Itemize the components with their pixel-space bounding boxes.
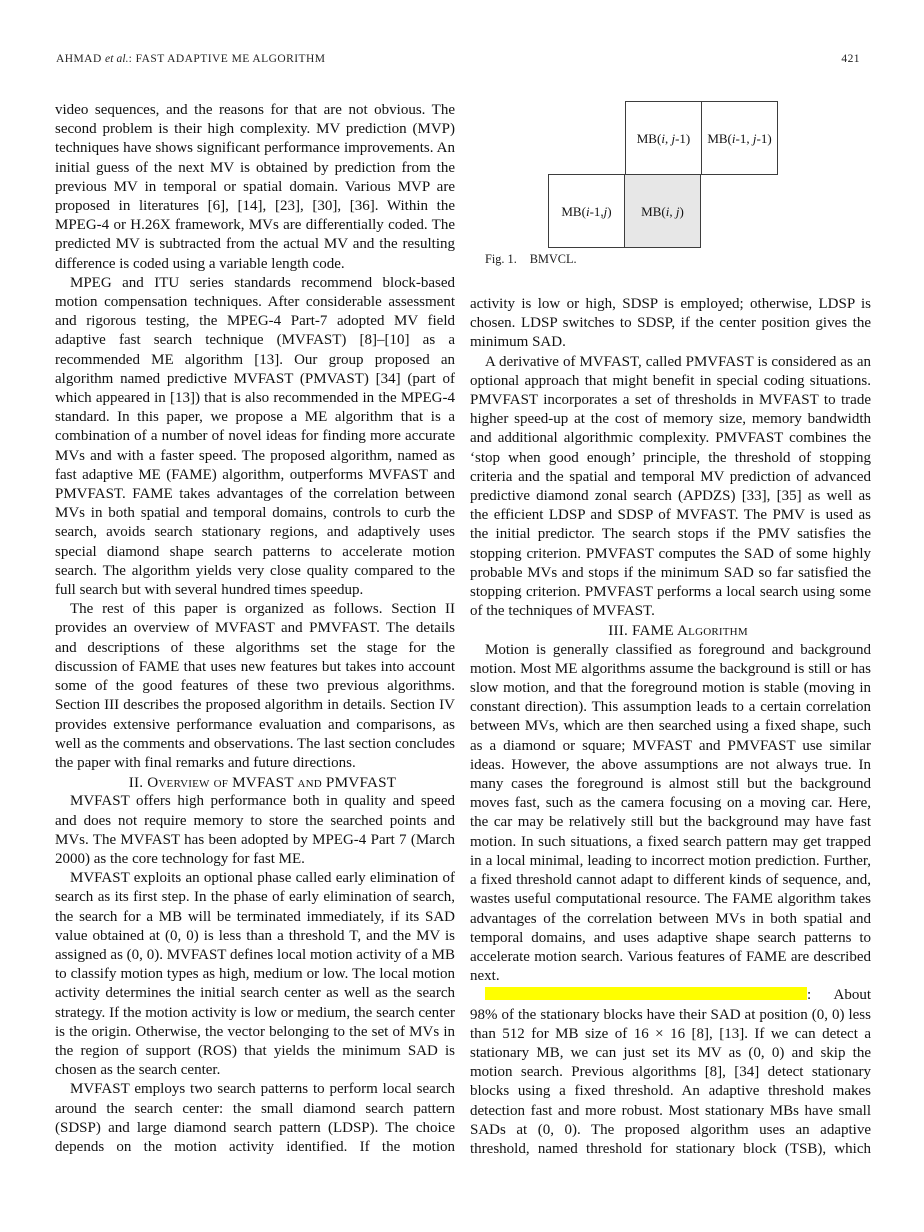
figure-bmvcl [470, 101, 871, 250]
page-number: 421 [841, 53, 860, 65]
figure-caption [470, 250, 871, 295]
paragraph: activity is low or high, SDSP is employed; otherwise, LDSP is chosen. LDSP switches to SDSP, if the center position gives the minimum SAD. [470, 296, 871, 351]
paragraph: MVFAST exploits an optional phase called early elimination of search as its first step. In the phase of early elimination of search, the search for a MB will be terminated immediately, if its SAD value obtained at (0, 0) is less than a threshold T, and the MV is assigned as (0, 0). MVFAST defines local motion activity of a MB to classify motion types as high, medium or low. The local motion activity determines the initial search center as well as the search strategy. If the motion activity is low or medium, the search center is the origin. Otherwise, the vector belonging to the set of MVs in the region of support (ROS) that yields the minimum SAD is chosen as the search center. [55, 870, 455, 1079]
mb-cell-top-right-neighbor: MB(i-1, j-1) [701, 101, 778, 175]
running-header [56, 53, 860, 65]
paragraph-text: : About 98% of the stationary blocks have their SAD at position (0, 0) less than 512 for MB size of 16 × 16 [8], [13]. If we can detect a stationary MB, we can just set its MV as (0, 0) and skip the motion search. Previous algorithms [8], [34] detect stationary blocks using a fixed threshold. An adaptive threshold makes detection fast and more robust. Most stationary MBs have small SADs at (0, 0). The proposed algorithm uses an adaptive threshold, named threshold for stationary block (TSB), which [470, 987, 871, 1157]
header-etal: et al. [105, 53, 129, 65]
mb-cell-current-shaded: MB(i, j) [624, 174, 701, 248]
paragraph: A derivative of MVFAST, called PMVFAST is considered as an optional approach that might benefit in special coding situations. PMVFAST incorporates a set of thresholds in MVFAST to trade higher speed-up at the cost of memory size, memory bandwidth and additional algorithmic complexity. PMVFAST combines the ‘stop when good enough’ principle, the threshold of stopping criteria and the spatial and temporal MV prediction of advanced predictive diamond zonal search (APDZS) [33], [35] as well as the efficient LDSP and SDSP of MVFAST. The PMV is used as the initial predictor. The search stops if the PMV satisfies the stopping criterion. PMVFAST computes the SAD of some highly probable MVs and stops if the minimum SAD so far satisfied the stopping criterion. PMVFAST performs a local search using some of the techniques of MVFAST. [470, 353, 871, 620]
mb-cell-top-current-column: MB(i, j-1) [625, 101, 702, 175]
paragraph: MVFAST employs two search patterns to perform local search around the search center: the small diamond search pattern (SDSP) and large diamond search pattern (LDSP). The choice depends on the motion activity identified. If the motion [55, 1081, 455, 1155]
section-heading-3: III. FAME Algorithm [608, 622, 748, 640]
column-left [55, 101, 455, 1193]
paragraph: MVFAST offers high performance both in quality and speed and does not require memory to store the searched points and MVs. The MVFAST has been adopted by MPEG-4 Part 7 (March 2000) as the core technology for fast ME. [55, 793, 455, 867]
column-right [470, 101, 871, 1193]
paragraph: Motion is generally classified as foreground and background motion. Most ME algorithms assume the background is still or has slow motion, and that the foreground motion is stable (moving in constant direction). This assumption leads to a certain correlation between MVs, which are then searched using a fixed shape, such as a diamond or square; MVFAST and PMVFAST use similar ideas. However, the above assumptions are not always true. In many cases the foreground is almost still but the background moves fast, such as the camera focusing on a moving car. Here, the car may be relatively still but the background may have fast motion. In such situations, a fixed search pattern may get trapped in a local minimal, leading to incorrect motion prediction. Further, a fixed threshold cannot adapt to different kinds of sequence, and, wastes useful computational resource. The FAME algorithm takes advantages of the correlation between MVs in both spatial and temporal domains, and uses adaptive shape search patterns to accelerate motion search. Various features of FAME are described next. [470, 641, 871, 985]
paragraph [470, 986, 871, 1159]
section-heading-2: II. Overview of MVFAST and PMVFAST [128, 774, 397, 792]
figure-caption-text: BMVCL. [529, 252, 577, 266]
figure-caption-label: Fig. 1. [485, 252, 517, 266]
paragraph: video sequences, and the reasons for that are not obvious. The second problem is their high complexity. MV prediction (MVP) techniques have shows significant performance improvements. An initial guess of the next MV is obtained by prediction from the previous MV in temporal or spatial domain. Various MVP are proposed in literatures [6], [14], [23], [30], [36]. Within the MPEG-4 or H.26X framework, MVs are differentially coded. The predicted MV is subtracted from the actual MV and the resulting difference is coded using a variable length code. [55, 102, 455, 272]
paragraph: MPEG and ITU series standards recommend block-based motion compensation techniques. After considerable assessment and rigorous testing, the MPEG-4 Part-7 adopted MV field adaptive fast search technique (MVFAST) [8]–[10] as a recommended ME algorithm [13]. Our group proposed an algorithm named predictive MVFAST (PMVAST) [34] (part of which appeared in [13]) that is also recommended in the MPEG-4 standard. In this paper, we propose a ME algorithm that is a combination of a number of novel ideas for finding more accurate MVs and with a faster speed. The proposed algorithm, named as fast adaptive ME (FAME) algorithm, outperforms MVFAST and PMVFAST. FAME takes advantages of the correlation between MVs in both spatial and temporal domains, controls to curb the search, avoids search stationary regions, and adaptively uses special diamond shape search patterns to accelerate motion search. The algorithm yields very close quality compared to the full search but with several hundred times speedup. [55, 274, 455, 599]
header-title: AHMAD et al.: FAST ADAPTIVE ME ALGORITHM [56, 53, 326, 65]
mb-cell-left-neighbor: MB(i-1,j) [548, 174, 625, 248]
highlight-redaction [485, 987, 807, 1000]
paragraph: The rest of this paper is organized as follows. Section II provides an overview of MVFAST and PMVFAST. The details and descriptions of these algorithms set the stage for the discussion of FAME that uses new features but takes into account some of the good features of these two previous algorithms. Section III describes the proposed algorithm in details. Section IV provides extensive performance evaluation and comparisons, as well as the comments and observations. The last section concludes the paper with final remarks and future directions. [55, 601, 455, 771]
